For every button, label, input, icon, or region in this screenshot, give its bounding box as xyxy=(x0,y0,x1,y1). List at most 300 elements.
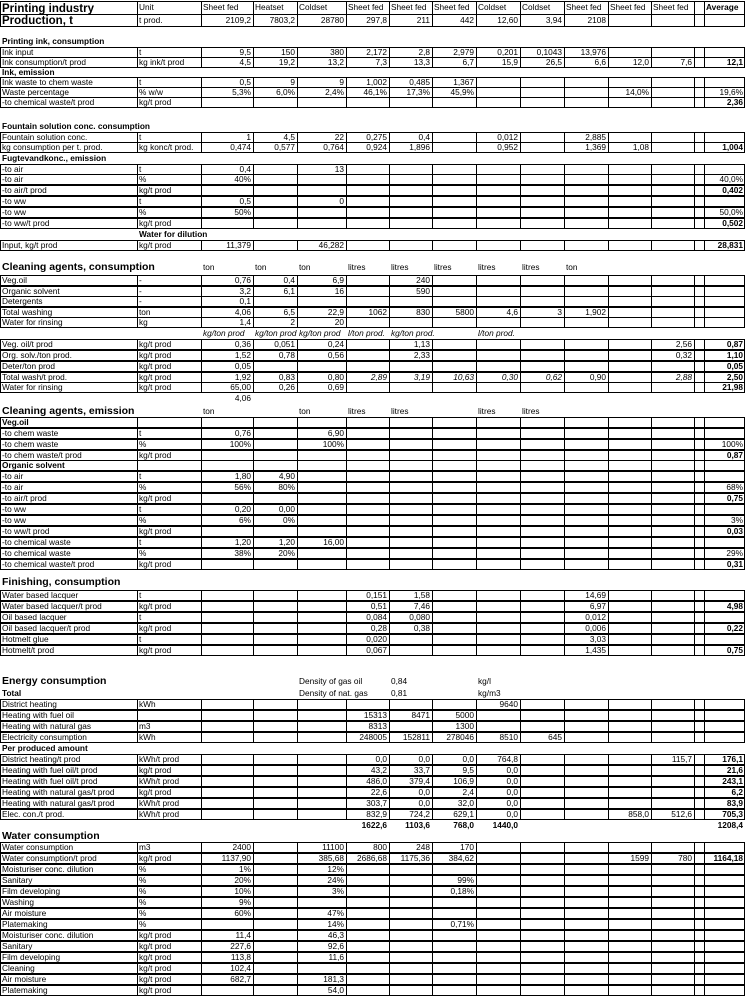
row-gridline xyxy=(389,919,390,930)
row-gridline xyxy=(201,776,202,787)
row-gridline xyxy=(608,97,609,108)
row-gridline xyxy=(201,754,202,765)
row-gridline xyxy=(608,952,609,963)
row-gridline xyxy=(694,460,695,471)
row-gridline xyxy=(651,601,652,612)
row-gridline xyxy=(564,732,565,743)
unit-label: litres xyxy=(391,406,409,416)
table-cell: 1,902 xyxy=(585,307,606,317)
table-cell: 0,69 xyxy=(327,382,344,392)
row-gridline xyxy=(694,732,695,743)
table-cell: 12% xyxy=(327,864,344,874)
row-label: Input, kg/t prod xyxy=(2,240,58,250)
row-gridline xyxy=(389,417,390,428)
table-cell: 0,012 xyxy=(497,132,518,142)
row-unit: kg/t prod xyxy=(139,559,172,569)
row-gridline xyxy=(432,142,433,153)
row-gridline xyxy=(432,963,433,974)
row-unit: kg/t prod xyxy=(139,930,172,940)
row-label: Org. solv./ton prod. xyxy=(2,350,72,360)
row-gridline xyxy=(476,897,477,908)
table-cell: 0,87 xyxy=(726,450,743,460)
row-gridline xyxy=(564,754,565,765)
row-gridline xyxy=(694,275,695,286)
table-cell: 0,78 xyxy=(278,350,295,360)
row-gridline xyxy=(432,634,433,645)
table-cell: 0,067 xyxy=(366,645,387,655)
table-cell: 0,0 xyxy=(462,754,474,764)
row-unit: t xyxy=(139,428,142,438)
row-gridline xyxy=(432,590,433,601)
section-subheading: Total xyxy=(2,688,22,698)
row-gridline xyxy=(476,174,477,185)
row-gridline xyxy=(651,798,652,809)
row-gridline xyxy=(608,974,609,985)
row-gridline xyxy=(476,645,477,656)
row-label: District heating/t prod xyxy=(2,754,81,764)
table-cell: 0,24 xyxy=(327,339,344,349)
table-cell: 22,6 xyxy=(370,787,387,797)
row-gridline xyxy=(432,382,433,393)
row-gridline xyxy=(201,623,202,634)
row-gridline xyxy=(651,919,652,930)
section-heading: Cleaning agents, emission xyxy=(2,405,135,417)
row-gridline xyxy=(608,985,609,996)
row-unit: kWh xyxy=(139,699,156,709)
row-unit: kg/t prod xyxy=(139,493,172,503)
table-cell: 150 xyxy=(281,47,295,57)
row-label: Heating with fuel oil/t prod xyxy=(2,776,98,786)
row-gridline xyxy=(564,482,565,493)
row-gridline xyxy=(520,482,521,493)
row-gridline xyxy=(253,930,254,941)
row-gridline xyxy=(520,417,521,428)
row-gridline xyxy=(651,504,652,515)
row-unit: % xyxy=(139,515,147,525)
row-gridline xyxy=(520,537,521,548)
table-cell: 2,88 xyxy=(675,372,692,382)
row-gridline xyxy=(346,897,347,908)
table-cell: 0,084 xyxy=(366,612,387,622)
row-gridline xyxy=(346,974,347,985)
table-cell: 4,06 xyxy=(234,307,251,317)
row-gridline xyxy=(564,471,565,482)
row-gridline xyxy=(389,963,390,974)
row-unit: % xyxy=(139,886,147,896)
row-gridline xyxy=(608,623,609,634)
table-cell: 10,63 xyxy=(453,372,474,382)
row-gridline xyxy=(704,196,705,207)
row-label: Fountain solution conc. xyxy=(2,132,88,142)
row-unit: t xyxy=(139,77,142,87)
row-gridline xyxy=(651,439,652,450)
row-gridline xyxy=(520,590,521,601)
row-gridline xyxy=(694,754,695,765)
row-gridline xyxy=(608,417,609,428)
table-cell: 16 xyxy=(334,286,344,296)
row-gridline xyxy=(432,941,433,952)
row-gridline xyxy=(201,645,202,656)
table-cell: 1 xyxy=(246,132,251,142)
row-gridline xyxy=(694,721,695,732)
table-cell: 2,50 xyxy=(726,372,743,382)
row-gridline xyxy=(389,482,390,493)
row-gridline xyxy=(520,559,521,570)
row-gridline xyxy=(608,897,609,908)
row-unit: % xyxy=(139,439,147,449)
table-cell: 486,0 xyxy=(366,776,387,786)
row-gridline xyxy=(346,218,347,229)
row-gridline xyxy=(201,185,202,196)
row-gridline xyxy=(564,919,565,930)
row-unit: kg/t prod xyxy=(139,450,172,460)
row-gridline xyxy=(608,207,609,218)
column-header: Sheet fed xyxy=(653,2,689,12)
row-gridline xyxy=(297,634,298,645)
table-cell: 0,485 xyxy=(409,77,430,87)
row-unit: t xyxy=(139,590,142,600)
table-cell: 22,9 xyxy=(327,307,344,317)
row-gridline xyxy=(297,623,298,634)
row-unit: m3 xyxy=(139,842,151,852)
row-gridline xyxy=(608,196,609,207)
row-label: Veg.oil xyxy=(2,275,27,285)
row-gridline xyxy=(389,952,390,963)
row-label: Ink input xyxy=(2,47,34,57)
row-gridline xyxy=(520,754,521,765)
table-cell: 13,976 xyxy=(580,47,606,57)
row-gridline xyxy=(346,515,347,526)
row-gridline xyxy=(432,97,433,108)
row-gridline xyxy=(476,537,477,548)
table-cell: 0,75 xyxy=(726,493,743,503)
table-cell: 0,0 xyxy=(418,798,430,808)
row-gridline xyxy=(651,207,652,218)
row-gridline xyxy=(608,296,609,307)
row-label: Platemaking xyxy=(2,985,48,995)
row-gridline xyxy=(389,985,390,996)
row-gridline xyxy=(704,417,705,428)
row-gridline xyxy=(297,776,298,787)
column-header: Sheet fed xyxy=(348,2,384,12)
table-cell: 1,4 xyxy=(239,317,251,327)
row-gridline xyxy=(704,721,705,732)
row-gridline xyxy=(520,963,521,974)
row-gridline xyxy=(704,471,705,482)
row-gridline xyxy=(432,908,433,919)
row-gridline xyxy=(389,645,390,656)
table-cell: 1,10 xyxy=(726,350,743,360)
row-gridline xyxy=(704,275,705,286)
production-value: 211 xyxy=(416,15,430,25)
row-unit: % xyxy=(139,174,147,184)
row-gridline xyxy=(389,515,390,526)
row-gridline xyxy=(564,515,565,526)
row-gridline xyxy=(564,897,565,908)
row-unit: % xyxy=(139,548,147,558)
row-gridline xyxy=(520,460,521,471)
row-gridline xyxy=(564,886,565,897)
table-cell: 2,885 xyxy=(585,132,606,142)
row-gridline xyxy=(297,207,298,218)
row-gridline xyxy=(520,526,521,537)
row-gridline xyxy=(651,875,652,886)
row-gridline xyxy=(432,537,433,548)
row-gridline xyxy=(346,275,347,286)
table-cell: 0,56 xyxy=(327,350,344,360)
row-gridline xyxy=(346,97,347,108)
row-gridline xyxy=(476,634,477,645)
row-gridline xyxy=(608,174,609,185)
row-unit: t xyxy=(139,196,142,206)
row-gridline xyxy=(253,361,254,372)
unit-label: kg/ton prod. xyxy=(391,328,435,338)
row-gridline xyxy=(297,515,298,526)
row-gridline xyxy=(201,721,202,732)
table-cell: 40% xyxy=(234,174,251,184)
row-gridline xyxy=(476,985,477,996)
row-gridline xyxy=(432,515,433,526)
row-gridline xyxy=(297,963,298,974)
row-gridline xyxy=(694,875,695,886)
row-gridline xyxy=(608,317,609,328)
row-unit: kg/t prod xyxy=(139,382,172,392)
table-cell: 11100 xyxy=(322,842,344,852)
row-gridline xyxy=(564,776,565,787)
row-unit: kWh/t prod xyxy=(139,809,180,819)
row-gridline xyxy=(253,952,254,963)
table-cell: 13,2 xyxy=(327,57,344,67)
table-cell: 3% xyxy=(731,515,743,525)
row-gridline xyxy=(346,493,347,504)
row-gridline xyxy=(297,798,298,809)
table-cell: 1,13 xyxy=(413,339,430,349)
column-header: Coldset xyxy=(478,2,507,12)
row-gridline xyxy=(651,787,652,798)
row-gridline xyxy=(201,919,202,930)
row-gridline xyxy=(520,504,521,515)
row-gridline xyxy=(651,471,652,482)
row-gridline xyxy=(564,721,565,732)
row-gridline xyxy=(651,559,652,570)
table-cell: 2,979 xyxy=(453,47,474,57)
row-gridline xyxy=(389,864,390,875)
row-gridline xyxy=(608,776,609,787)
row-gridline xyxy=(651,897,652,908)
row-gridline xyxy=(476,361,477,372)
row-gridline xyxy=(389,382,390,393)
table-cell: 1300 xyxy=(455,721,474,731)
row-gridline xyxy=(520,439,521,450)
column-header: Sheet fed xyxy=(610,2,646,12)
row-gridline xyxy=(564,908,565,919)
row-label: Sanitary xyxy=(2,941,33,951)
table-cell: 45,9% xyxy=(450,87,474,97)
table-cell: 0,38 xyxy=(413,623,430,633)
table-cell: 92,6 xyxy=(327,941,344,951)
row-unit: kg/t prod xyxy=(139,185,172,195)
table-cell: 68% xyxy=(726,482,743,492)
table-cell: 46,282 xyxy=(318,240,344,250)
row-gridline xyxy=(651,482,652,493)
row-gridline xyxy=(704,460,705,471)
row-unit: kg/t prod xyxy=(139,97,172,107)
row-gridline xyxy=(694,710,695,721)
table-cell: 0,76 xyxy=(234,428,251,438)
table-cell: 1,20 xyxy=(234,537,251,547)
row-gridline xyxy=(476,919,477,930)
row-label: -to air/t prod xyxy=(2,493,47,503)
row-unit: t xyxy=(139,504,142,514)
table-cell: 46,1% xyxy=(363,87,387,97)
row-gridline xyxy=(432,417,433,428)
row-gridline xyxy=(476,930,477,941)
table-cell: 0,20 xyxy=(234,504,251,514)
table-cell: 9 xyxy=(290,77,295,87)
row-gridline xyxy=(564,842,565,853)
row-gridline xyxy=(476,908,477,919)
row-gridline xyxy=(564,875,565,886)
row-gridline xyxy=(651,952,652,963)
table-cell: 705,3 xyxy=(722,809,743,819)
row-gridline xyxy=(651,526,652,537)
table-cell: 13,3 xyxy=(413,57,430,67)
row-gridline xyxy=(520,185,521,196)
row-unit: kWh xyxy=(139,732,156,742)
row-unit: kg/t prod xyxy=(139,623,172,633)
table-cell: 1440,0 xyxy=(492,820,518,830)
row-gridline xyxy=(694,864,695,875)
row-gridline xyxy=(253,875,254,886)
row-gridline xyxy=(253,218,254,229)
row-gridline xyxy=(608,590,609,601)
row-gridline xyxy=(432,504,433,515)
row-gridline xyxy=(476,460,477,471)
table-cell: 0,31 xyxy=(726,559,743,569)
production-value: 3,94 xyxy=(545,15,562,25)
row-label: Total washing xyxy=(2,307,53,317)
row-gridline xyxy=(346,428,347,439)
row-gridline xyxy=(432,296,433,307)
table-cell: 11,379 xyxy=(226,240,251,250)
row-gridline xyxy=(694,471,695,482)
row-gridline xyxy=(520,275,521,286)
row-gridline xyxy=(651,623,652,634)
table-cell: 240 xyxy=(416,275,430,285)
row-gridline xyxy=(520,350,521,361)
row-gridline xyxy=(476,515,477,526)
row-gridline xyxy=(346,482,347,493)
row-label: Organic solvent xyxy=(2,286,60,296)
row-gridline xyxy=(520,897,521,908)
row-gridline xyxy=(520,798,521,809)
table-cell: 1,367 xyxy=(453,77,474,87)
row-gridline xyxy=(608,537,609,548)
row-gridline xyxy=(520,787,521,798)
row-gridline xyxy=(201,590,202,601)
row-gridline xyxy=(694,515,695,526)
row-gridline xyxy=(608,919,609,930)
row-gridline xyxy=(608,754,609,765)
row-unit: kg/t prod xyxy=(139,350,172,360)
table-cell: 0,80 xyxy=(327,372,344,382)
row-label: Electricity consumption xyxy=(2,732,87,742)
table-cell: 14% xyxy=(327,919,344,929)
row-gridline xyxy=(253,754,254,765)
row-unit: kg/t prod xyxy=(139,974,172,984)
row-gridline xyxy=(564,809,565,820)
table-cell: 0,76 xyxy=(234,275,251,285)
row-gridline xyxy=(297,174,298,185)
table-cell: 56% xyxy=(234,482,251,492)
row-gridline xyxy=(201,97,202,108)
table-cell: 47% xyxy=(327,908,344,918)
row-gridline xyxy=(432,645,433,656)
row-gridline xyxy=(520,645,521,656)
row-gridline xyxy=(476,196,477,207)
row-gridline xyxy=(520,930,521,941)
row-gridline xyxy=(201,634,202,645)
row-label: Waste percentage xyxy=(2,87,70,97)
row-gridline xyxy=(564,174,565,185)
row-gridline xyxy=(346,504,347,515)
row-gridline xyxy=(346,537,347,548)
row-gridline xyxy=(651,985,652,996)
row-gridline xyxy=(694,930,695,941)
table-cell: 0,474 xyxy=(230,142,251,152)
table-cell: 8510 xyxy=(499,732,518,742)
row-gridline xyxy=(253,645,254,656)
row-label: -to chemical waste/t prod xyxy=(2,559,95,569)
row-gridline xyxy=(253,185,254,196)
row-gridline xyxy=(520,240,521,251)
row-gridline xyxy=(694,963,695,974)
table-cell: 5,3% xyxy=(232,87,251,97)
table-cell: 176,1 xyxy=(722,754,743,764)
row-gridline xyxy=(694,699,695,710)
table-cell: 60% xyxy=(234,908,251,918)
row-gridline xyxy=(520,974,521,985)
table-cell: 830 xyxy=(416,307,430,317)
table-cell: 14,69 xyxy=(585,590,606,600)
row-gridline xyxy=(297,493,298,504)
row-gridline xyxy=(694,482,695,493)
table-cell: 6,9 xyxy=(332,275,344,285)
row-gridline xyxy=(608,471,609,482)
row-gridline xyxy=(694,174,695,185)
row-gridline xyxy=(608,515,609,526)
production-value: 297,8 xyxy=(366,15,387,25)
row-label: Air moisture xyxy=(2,974,47,984)
row-gridline xyxy=(608,930,609,941)
row-gridline xyxy=(476,963,477,974)
table-cell: 10% xyxy=(234,886,251,896)
table-cell: 11,6 xyxy=(328,952,344,962)
row-gridline xyxy=(704,919,705,930)
row-gridline xyxy=(389,721,390,732)
row-gridline xyxy=(608,710,609,721)
unit-label: Density of gas oil xyxy=(299,676,363,686)
row-gridline xyxy=(201,493,202,504)
row-gridline xyxy=(389,460,390,471)
row-gridline xyxy=(389,699,390,710)
row-gridline xyxy=(201,526,202,537)
row-label: Heating with natural gas/t prod xyxy=(2,787,115,797)
row-gridline xyxy=(564,428,565,439)
row-gridline xyxy=(608,634,609,645)
row-label: Cleaning xyxy=(2,963,35,973)
table-cell: 0,90 xyxy=(589,372,606,382)
